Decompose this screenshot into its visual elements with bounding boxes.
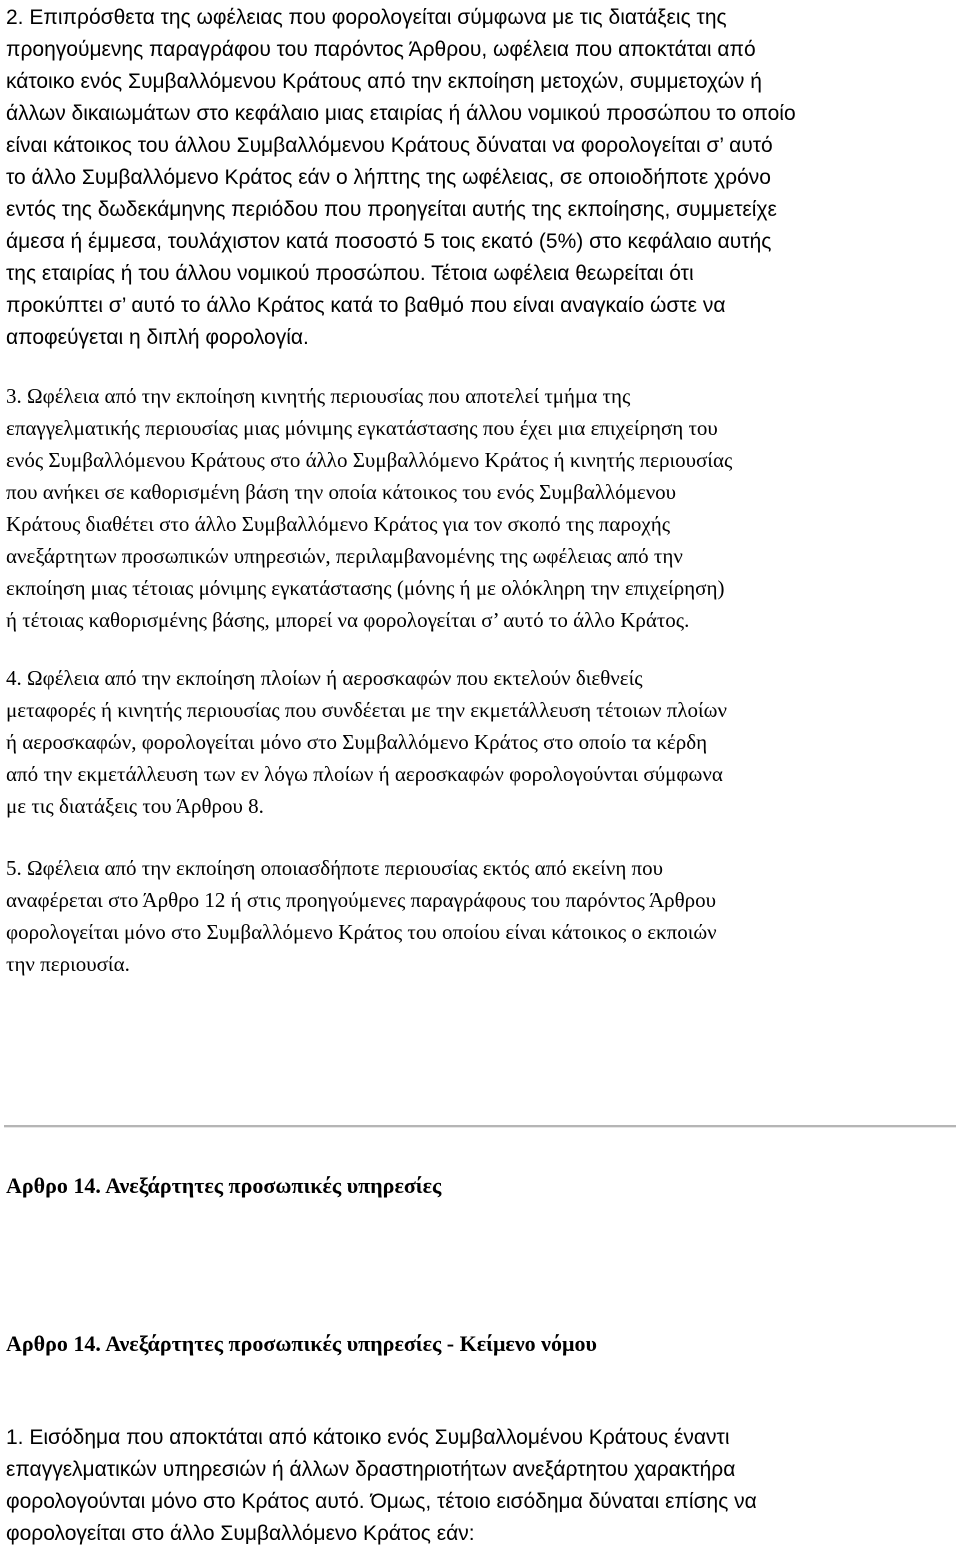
paragraph-3: 3. Ωφέλεια από την εκποίηση κινητής περιουσίας που αποτελεί τμήμα της επαγγελματικής περιουσίας μιας μόνιμης εγκατάστασης που έχει μια επιχείρηση του ενός Συμβαλλόμενου Κράτους στο άλλο Συμβαλλόμενο Κράτος ή κινητής περιουσίας που ανήκει σε καθορισμένη βάση την οποία κάτοικος του ενός Συμβαλλόμενου Κράτους διαθέτει στο άλλο Συμβαλλόμενο Κράτος για τον σκοπό της παροχής ανεξάρτητων προσωπικών υπηρεσιών, περιλαμβανομένης της ωφέλειας από την εκποίηση μιας τέτοιας μόνιμης εγκατάστασης (μόνης ή με ολόκληρη την επιχείρηση) ή τέτοιας καθορισμένης βάσης, μπορεί να φορολογείται σ’ αυτό το άλλο Κράτος.	[6, 384, 733, 632]
article-14-heading: Αρθρο 14. Ανεξάρτητες προσωπικές υπηρεσίες	[6, 1173, 442, 1198]
article-14-paragraph-1: 1. Εισόδημα που αποκτάται από κάτοικο ενός Συμβαλλομένου Κράτους έναντι επαγγελματικών υπηρεσιών ή άλλων δραστηριοτήτων ανεξάρτητου χαρακτήρα φορολογούνται μόνο στο Κράτος αυτό. Όμως, τέτοιο εισόδημα δύναται επίσης να φορολογείται στο άλλο Συμβαλλόμενο Κράτος εάν:	[6, 1426, 757, 1545]
paragraph-4: 4. Ωφέλεια από την εκποίηση πλοίων ή αεροσκαφών που εκτελούν διεθνείς μεταφορές ή κινητής περιουσίας που συνδέεται με την εκμετάλλευση τέτοιων πλοίων ή αεροσκαφών, φορολογείται μόνο στο Συμβαλλόμενο Κράτος στο οποίο τα κέρδη από την εκμετάλλευση των εν λόγω πλοίων ή αεροσκαφών φορολογούνται σύμφωνα με τις διατάξεις του Άρθρου 8.	[6, 666, 727, 818]
article-14-law-text-heading: Αρθρο 14. Ανεξάρτητες προσωπικές υπηρεσίες - Κείμενο νόμου	[6, 1331, 597, 1356]
horizontal-divider	[4, 1125, 956, 1128]
paragraph-2: 2. Επιπρόσθετα της ωφέλειας που φορολογείται σύμφωνα με τις διατάξεις της προηγούμενης παραγράφου του παρόντος Άρθρου, ωφέλεια που αποκτάται από κάτοικο ενός Συμβαλλόμενου Κράτους από την εκποίηση μετοχών, συμμετοχών ή άλλων δικαιωμάτων στο κεφάλαιο μιας εταιρίας ή άλλου νομικού προσώπου το οποίο είναι κάτοικος του άλλου Συμβαλλόμενου Κράτους δύναται να φορολογείται σ’ αυτό το άλλο Συμβαλλόμενο Κράτος εάν ο λήπτης της ωφέλειας, σε οποιοδήποτε χρόνο εντός της δωδεκάμηνης περιόδου που προηγείται αυτής της εκποίησης, συμμετείχε άμεσα ή έμμεσα, τουλάχιστον κατά ποσοστό 5 τοις εκατό (5%) στο κεφάλαιο αυτής της εταιρίας ή του άλλου νομικού προσώπου. Τέτοια ωφέλεια θεωρείται ότι προκύπτει σ’ αυτό το άλλο Κράτος κατά το βαθμό που είναι αναγκαίο ώστε να αποφεύγεται η διπλή φορολογία.	[6, 6, 796, 349]
paragraph-5: 5. Ωφέλεια από την εκποίηση οποιασδήποτε περιουσίας εκτός από εκείνη που αναφέρεται στο Άρθρο 12 ή στις προηγούμενες παραγράφους του παρόντος Άρθρου φορολογείται μόνο στο Συμβαλλόμενο Κράτος του οποίου είναι κάτοικος ο εκποιών την περιουσία.	[6, 856, 717, 976]
